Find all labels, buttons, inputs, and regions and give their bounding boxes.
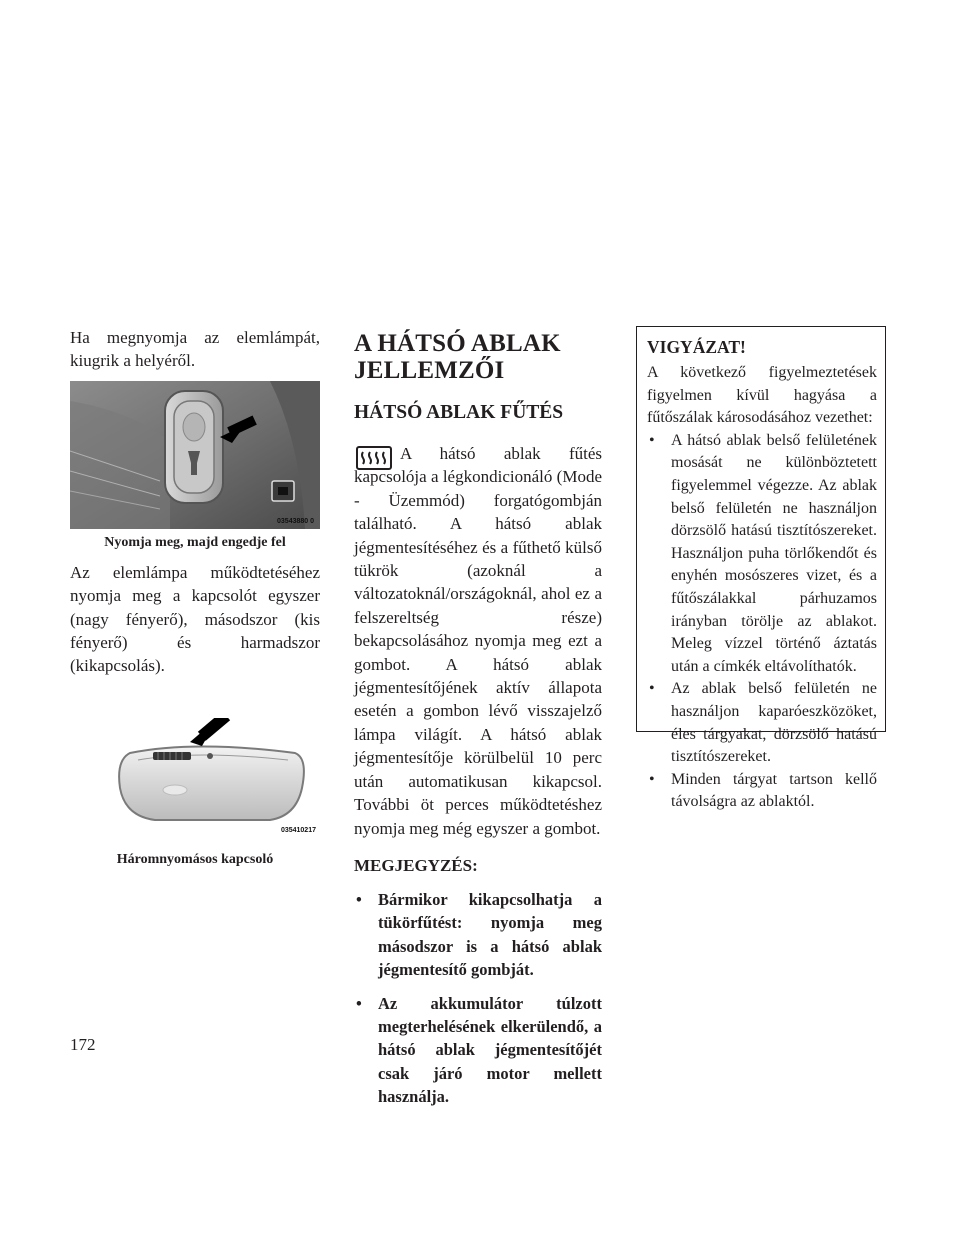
warning-list: [647, 430, 877, 814]
three-press-switch-figure: [70, 718, 320, 838]
subsection-heading: HÁTSÓ ABLAK FŰTÉS: [354, 402, 564, 423]
list-item: [647, 678, 877, 768]
bullet: •: [356, 889, 362, 909]
bullet: •: [649, 770, 655, 788]
bullet: •: [356, 993, 362, 1013]
note-list: [354, 888, 602, 1109]
left-column: [70, 326, 320, 868]
defrost-paragraph: [354, 442, 602, 840]
figure-code: 03543880 0: [277, 517, 314, 525]
figure-caption: Nyomja meg, majd engedje fel: [104, 534, 286, 550]
flashlight-photo: [70, 381, 320, 529]
bullet: •: [649, 680, 655, 698]
heading-line-1: A HÁTSÓ ABLAK: [354, 330, 561, 357]
operation-text: Az elemlámpa működtetéséhez nyomja meg a kapcsolót egyszer (nagy fényerő), másodszor (kis fényerő) és harmadszor (kikapcsolás).: [70, 562, 320, 676]
bullet: •: [649, 431, 655, 449]
middle-column: [354, 330, 602, 1119]
defrost-body: A hátsó ablak fűtés kapcsolója a légkondicionáló (Mode - Üzemmód) forgatógombján található. A hátsó ablak jégmentesítéséhez és a fűthető külső tükrök (azoknál a változatoknál/országoknál, ahol ez a felszereltség része) bekapcsolásához nyomja meg ezt a gombot. A hátsó ablak jégmentesítőjének aktív állapota esetén a gombon lévő visszajelző lámpa világít. A hátsó ablak jégmentesítője körülbelül 10 perc után automatikusan kikapcsol. További öt perces működtetéshez nyomja meg még egyszer a gombot.: [354, 444, 602, 838]
switch-illustration: [70, 718, 320, 838]
page-number: 172: [70, 1035, 96, 1054]
section-heading: [354, 330, 602, 384]
warning-intro: A következő figyelmeztetések figyelmen kívül hagyása a fűtőszálak károsodásához vezethet:: [647, 364, 877, 427]
note-title: MEGJEGYZÉS:: [354, 855, 478, 875]
figure-caption: Háromnyomásos kapcsoló: [116, 851, 274, 867]
warning-box: [636, 326, 886, 811]
flashlight-figure: [70, 381, 320, 529]
warning-text: Minden tárgyat tartson kellő távolságra az ablaktól.: [671, 770, 877, 811]
warning-text: A hátsó ablak belső felületének mosását ne különböztetett figyelemmel végezze. Az ablak belső felületén ne használjon dörzsölő hatású tisztítószereket. Használjon puha törlőkendőt és enyhén mosószeres vizet, és a fűtőszálakkal párhuzamos irányban törölje az ablakot. Meleg vízzel történő áztatás után a címkék eltávolíthatók.: [671, 431, 877, 675]
warning-text: Az ablak belső felületén ne használjon kaparóeszközöket, éles tárgyakat, dörzsölő hatású tisztítószereket.: [671, 680, 877, 766]
note-text: Az akkumulátor túlzott megterhelésének elkerülendő, a hátsó ablak jégmentesítőjét csak járó motor mellett használja.: [378, 993, 602, 1107]
heading-line-2: JELLEMZŐI: [354, 357, 505, 384]
figure-code: 035410217: [280, 826, 316, 834]
intro-text: Ha megnyomja az elemlámpát, kiugrik a helyéről.: [70, 328, 320, 371]
rear-defrost-icon: [354, 444, 394, 472]
list-item: [647, 430, 877, 679]
note-text: Bármikor kikapcsolhatja a tükörfűtést: nyomja meg másodszor is a hátsó ablak jégmentesítő gombját.: [378, 889, 602, 980]
list-item: [354, 992, 602, 1109]
warning-title: VIGYÁZAT!: [647, 337, 746, 357]
list-item: [354, 888, 602, 982]
list-item: [647, 769, 877, 814]
